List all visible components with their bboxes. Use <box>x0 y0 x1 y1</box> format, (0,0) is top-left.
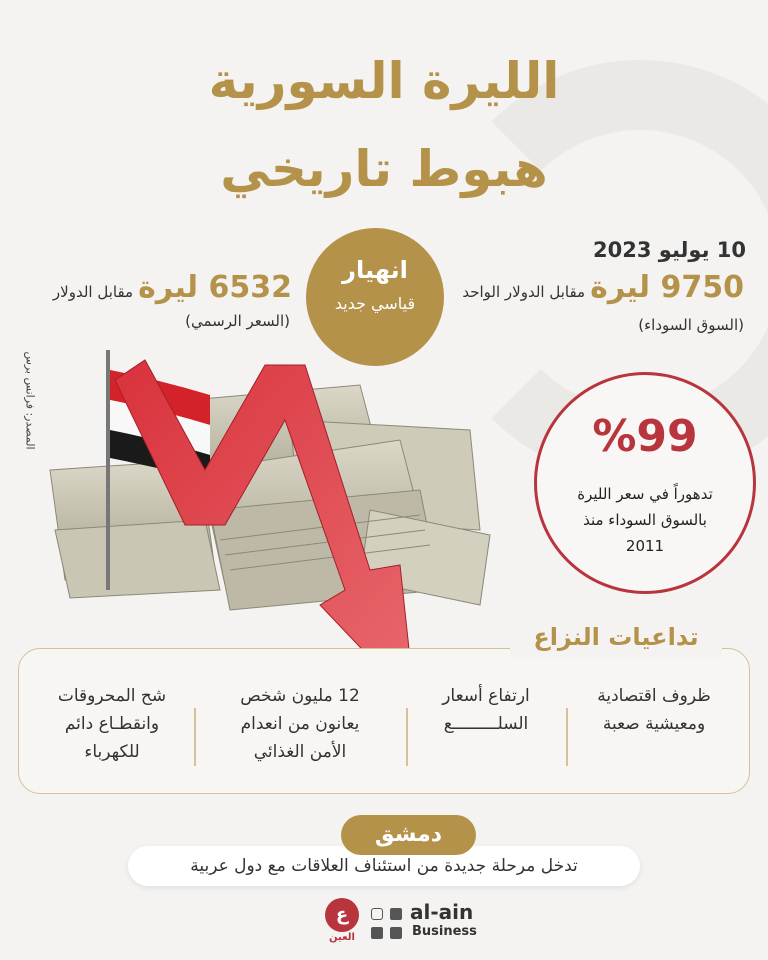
black-market-block <box>430 270 744 305</box>
consequences-heading: تداعيات النزاع <box>510 615 722 659</box>
consequence-line: للكهرباء <box>84 742 140 762</box>
decline-text-2: بالسوق السوداء منذ <box>583 511 707 529</box>
badge-line-1: انهيار <box>342 256 408 284</box>
alain-logo-icon: ع <box>325 898 359 932</box>
social-icons <box>370 906 406 944</box>
consequence-line: شح المحروقات <box>57 686 167 706</box>
facebook-icon[interactable] <box>390 927 402 939</box>
consequence-line: 12 مليون شخص <box>240 686 360 706</box>
title-line-1: الليرة السورية <box>208 52 560 110</box>
consequence-item <box>568 682 740 738</box>
official-value: 6532 ليرة <box>138 270 292 305</box>
damascus-text-bar: تدخل مرحلة جديدة من استئناف العلاقات مع دول عربية <box>128 846 640 886</box>
official-label: مقابل الدولار <box>52 283 134 301</box>
title-line-2: هبوط تاريخي <box>220 140 548 198</box>
twitter-icon[interactable] <box>371 927 383 939</box>
black-market-value: 9750 ليرة <box>590 270 744 305</box>
consequence-line: ارتفاع أسعار <box>442 686 530 706</box>
consequence-line: وانقطـاع دائم <box>64 714 160 734</box>
decline-text-1: تدهوراً في سعر الليرة <box>577 485 713 503</box>
divider <box>406 708 408 766</box>
divider <box>566 708 568 766</box>
official-note: (السعر الرسمي) <box>185 312 290 330</box>
logo-text: العين <box>329 932 355 943</box>
instagram-icon[interactable] <box>371 908 383 920</box>
decline-text-3: 2011 <box>625 537 665 555</box>
decline-circle <box>534 372 756 594</box>
divider <box>194 708 196 766</box>
decline-percent: %99 <box>592 411 698 462</box>
damascus-label: دمشق <box>341 815 476 855</box>
consequence-line: ظروف اقتصادية <box>597 686 711 706</box>
consequence-line: السلـــــــــع <box>443 714 529 734</box>
consequence-line: ومعيشية صعبة <box>602 714 706 734</box>
brand-sub: Business <box>412 924 477 939</box>
black-market-note: (السوق السوداء) <box>638 316 744 334</box>
consequence-line: الأمن الغذائي <box>253 742 347 762</box>
date: 10 يوليو 2023 <box>593 238 746 262</box>
footer-logo <box>322 898 362 950</box>
consequence-item <box>36 682 188 766</box>
source-credit: المصدر: فرانس برس <box>23 351 37 450</box>
consequence-item <box>410 682 562 738</box>
brand-name: al-ain <box>410 900 474 924</box>
official-block <box>40 270 292 305</box>
badge-line-2: قياسي جديد <box>334 294 416 313</box>
consequence-item <box>200 682 400 766</box>
black-market-label: مقابل الدولار الواحد <box>462 283 586 301</box>
youtube-icon[interactable] <box>390 908 402 920</box>
consequence-line: يعانون من انعدام <box>240 714 360 734</box>
